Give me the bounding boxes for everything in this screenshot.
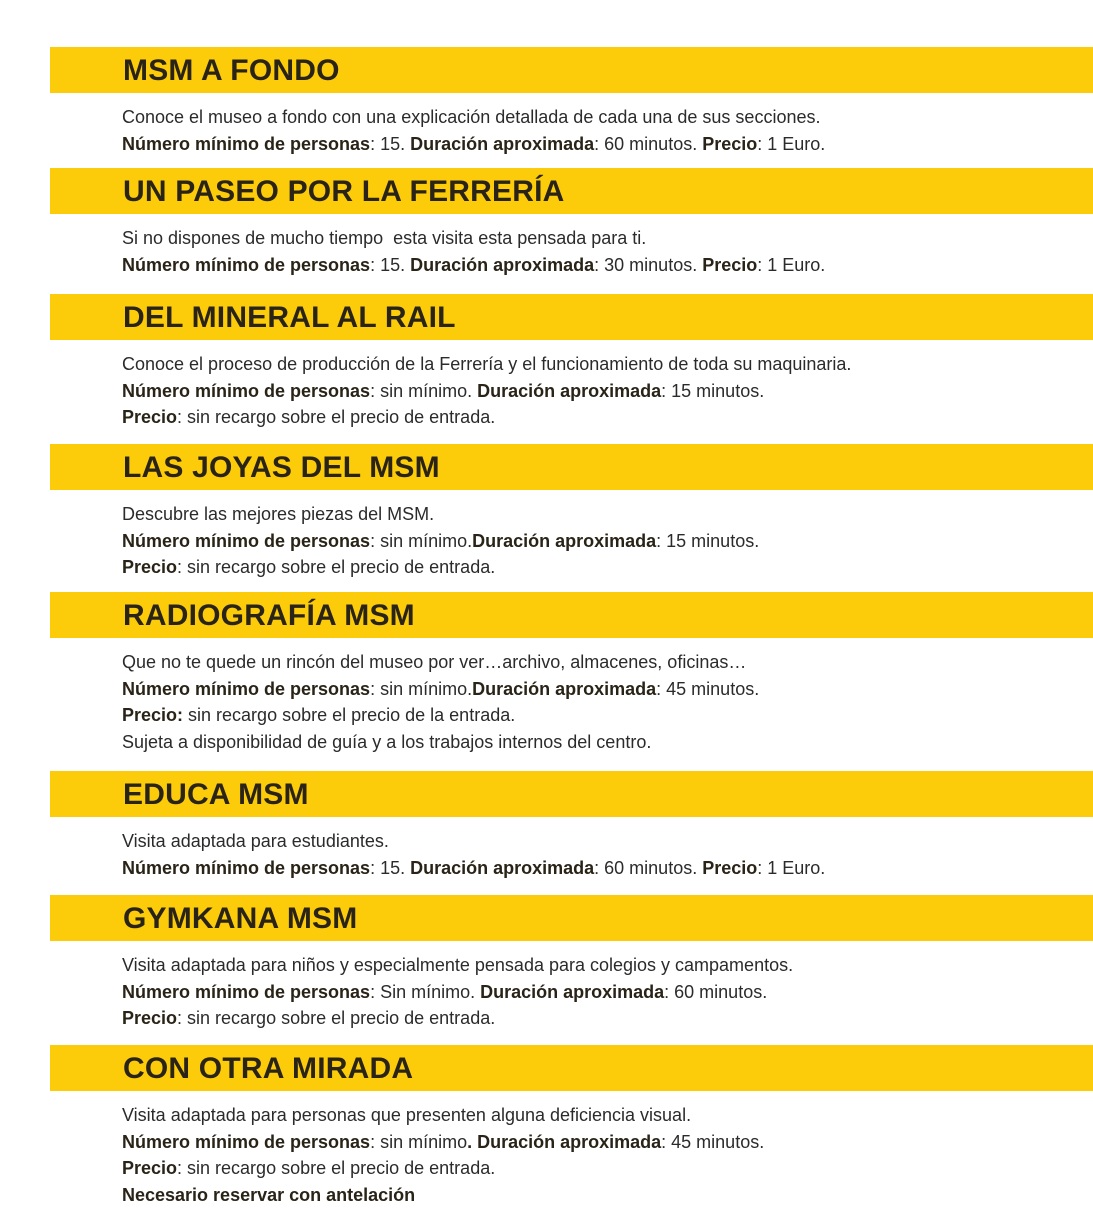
- price-value: : 1 Euro.: [757, 857, 826, 878]
- duration-value: : 15 minutos.: [656, 530, 760, 551]
- section-body: [122, 225, 825, 278]
- description: Visita adaptada para estudiantes.: [122, 831, 389, 851]
- section-body: [122, 1102, 764, 1208]
- details-line: [122, 979, 793, 1006]
- price-label: Precio: [122, 1008, 178, 1028]
- price-label: Precio: [122, 407, 178, 427]
- min-people-label: Número mínimo de personas: [122, 981, 371, 1002]
- details-line: [122, 855, 825, 882]
- price-value: : sin recargo sobre el precio de entrada.: [177, 1158, 496, 1178]
- section-body: [122, 351, 851, 431]
- price-value: : sin recargo sobre el precio de entrada.: [177, 557, 496, 577]
- duration-label: Duración aproximada: [410, 133, 595, 154]
- price-value: : 1 Euro.: [757, 133, 826, 154]
- duration-label: Duración aproximada: [477, 380, 662, 401]
- section-title: CON OTRA MIRADA: [123, 1052, 414, 1085]
- details-line: [122, 131, 825, 158]
- details-line: [122, 1129, 764, 1156]
- min-people-label: Número mínimo de personas: [122, 1131, 371, 1152]
- price-value: sin recargo sobre el precio de la entrada.: [183, 705, 516, 725]
- price-line: [122, 404, 851, 431]
- min-people-value: : sin mínimo.: [370, 678, 473, 699]
- duration-label: . Duración aproximada: [467, 1131, 662, 1152]
- price-value: : sin recargo sobre el precio de entrada.: [177, 407, 496, 427]
- duration-value: : 45 minutos.: [661, 1131, 765, 1152]
- price-line: [122, 702, 759, 729]
- reservation-note-text: Necesario reservar con antelación: [122, 1184, 416, 1205]
- duration-value: : 60 minutos.: [594, 857, 703, 878]
- duration-value: : 30 minutos.: [594, 254, 703, 275]
- section-body: [122, 828, 825, 881]
- description: Visita adaptada para niños y especialmente pensada para colegios y campamentos.: [122, 955, 794, 975]
- description: Descubre las mejores piezas del MSM.: [122, 504, 435, 524]
- price-label: Precio: [122, 1158, 178, 1178]
- details-line: [122, 378, 851, 405]
- duration-label: Duración aproximada: [480, 981, 665, 1002]
- section-body: [122, 501, 759, 581]
- price-line: [122, 1005, 793, 1032]
- duration-value: : 15 minutos.: [661, 380, 765, 401]
- min-people-label: Número mínimo de personas: [122, 380, 371, 401]
- min-people-label: Número mínimo de personas: [122, 254, 371, 275]
- min-people-label: Número mínimo de personas: [122, 530, 371, 551]
- duration-label: Duración aproximada: [472, 678, 657, 699]
- duration-value: : 60 minutos.: [594, 133, 703, 154]
- min-people-label: Número mínimo de personas: [122, 133, 371, 154]
- min-people-value: : 15.: [370, 857, 411, 878]
- section-title: GYMKANA MSM: [123, 902, 358, 935]
- min-people-value: : sin mínimo: [370, 1131, 468, 1152]
- section-title: DEL MINERAL AL RAIL: [123, 301, 456, 334]
- description: Conoce el proceso de producción de la Ferrería y el funcionamiento de toda su maquinaria.: [122, 354, 852, 374]
- price-label: Precio: [702, 133, 758, 154]
- section-body: [122, 649, 759, 755]
- price-value: : 1 Euro.: [757, 254, 826, 275]
- section-title: UN PASEO POR LA FERRERÍA: [123, 175, 565, 208]
- min-people-value: : Sin mínimo.: [370, 981, 481, 1002]
- duration-value: : 45 minutos.: [656, 678, 760, 699]
- price-line: [122, 554, 759, 581]
- min-people-label: Número mínimo de personas: [122, 857, 371, 878]
- duration-label: Duración aproximada: [410, 857, 595, 878]
- min-people-value: : 15.: [370, 133, 411, 154]
- min-people-value: : sin mínimo.: [370, 530, 473, 551]
- min-people-label: Número mínimo de personas: [122, 678, 371, 699]
- price-line: [122, 1155, 764, 1182]
- description: Conoce el museo a fondo con una explicación detallada de cada una de sus secciones.: [122, 107, 821, 127]
- price-label: Precio: [702, 857, 758, 878]
- section-body: [122, 104, 825, 157]
- availability-note: Sujeta a disponibilidad de guía y a los trabajos internos del centro.: [122, 731, 652, 752]
- details-line: [122, 528, 759, 555]
- description: Que no te quede un rincón del museo por ver…archivo, almacenes, oficinas…: [122, 652, 747, 672]
- description: Si no dispones de mucho tiempo esta visita esta pensada para ti.: [122, 228, 647, 248]
- price-label: Precio:: [122, 705, 184, 725]
- price-label: Precio: [122, 557, 178, 577]
- section-title: LAS JOYAS DEL MSM: [123, 451, 440, 484]
- details-line: [122, 676, 759, 703]
- min-people-value: : 15.: [370, 254, 411, 275]
- duration-value: : 60 minutos.: [664, 981, 768, 1002]
- duration-label: Duración aproximada: [410, 254, 595, 275]
- price-value: : sin recargo sobre el precio de entrada.: [177, 1008, 496, 1028]
- reservation-note: [122, 1182, 764, 1209]
- price-label: Precio: [702, 254, 758, 275]
- min-people-value: : sin mínimo.: [370, 380, 478, 401]
- section-title: RADIOGRAFÍA MSM: [123, 599, 415, 632]
- description: Visita adaptada para personas que presenten alguna deficiencia visual.: [122, 1105, 692, 1125]
- duration-label: Duración aproximada: [472, 530, 657, 551]
- section-title: MSM A FONDO: [123, 54, 340, 87]
- section-title: EDUCA MSM: [123, 778, 309, 811]
- details-line: [122, 252, 825, 279]
- section-body: [122, 952, 793, 1032]
